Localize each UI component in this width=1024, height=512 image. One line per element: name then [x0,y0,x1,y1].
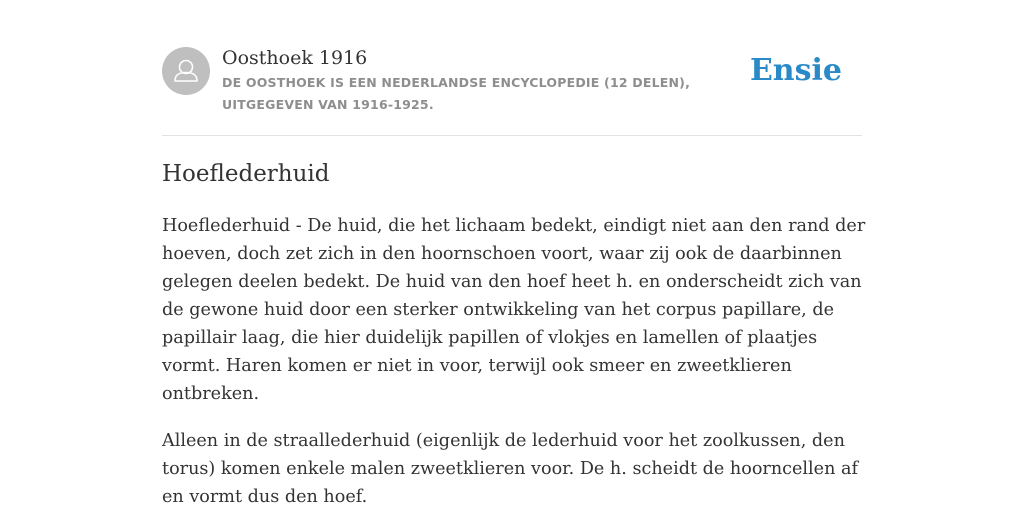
article-paragraph: Alleen in de straallederhuid (eigenlijk de lederhuid voor het zoolkussen, den torus) komen enkele malen zweetklieren voor. De h. scheidt de hoorncellen af en vormt dus den hoef. [162,431,859,507]
article-paragraph: Hoeflederhuid - De huid, die het lichaam bedekt, eindigt niet aan den rand der hoeven, doch zet zich in den hoornschoen voort, waar zij ook de daarbinnen gelegen deelen bedekt. De huid van den hoef heet h. en onderscheidt zich van de gewone huid door een sterker ontwikkeling van het corpus papillare, de papillair laag, die hier duidelijk papillen of vlokjes en lamellen of plaatjes vormt. Haren komen er niet in voor, terwijl ook smeer en zweetklieren ontbreken. [162,216,866,404]
user-icon [162,47,210,95]
source-name[interactable]: Oosthoek 1916 [222,47,368,69]
avatar[interactable] [162,47,210,95]
brand-logo[interactable]: Ensie [749,53,842,88]
article-body [162,212,867,512]
source-header [162,46,862,136]
header-divider [162,135,862,136]
source-description: DE OOSTHOEK IS EEN NEDERLANDSE ENCYCLOPEDIE (12 DELEN), UITGEGEVEN VAN 1916-1925. [222,75,691,112]
article-title: Hoeflederhuid [162,161,330,187]
